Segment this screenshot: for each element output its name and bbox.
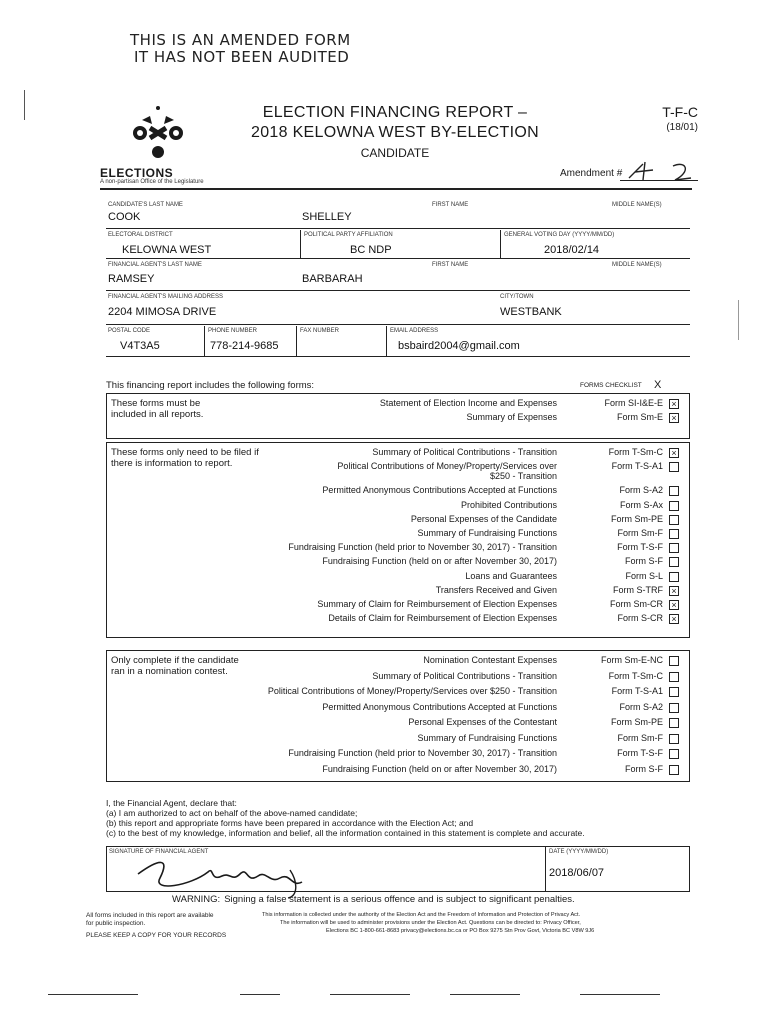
political-party: BC NDP [350,244,392,256]
postal-code-label: POSTAL CODE [108,328,151,334]
form-row-code: Form S-A2 [619,485,663,496]
party-label: POLITICAL PARTY AFFILIATION [304,232,393,238]
form-row-description: Personal Expenses of the Contestant [408,717,557,727]
form-code: T-F-C [662,104,698,120]
fax-label: FAX NUMBER [300,328,340,334]
form-row-code: Form Sm-CR [610,599,663,609]
form-row-code: Form S-Ax [619,499,663,510]
section-title-line: included in all reports. [111,409,204,420]
declaration-intro: I, the Financial Agent, declare that: [106,798,237,808]
form-row-code: Form T-S-F [617,748,663,758]
form-row-description: Fundraising Function (held on or after November 30, 2017) [322,763,557,774]
form-row-description: Political Contributions of Money/Property/Services over [337,461,557,472]
form-checkbox[interactable] [669,543,679,553]
footer-right-3: Elections BC 1-800-661-8683 privacy@elections.bc.ca or PO Box 9275 Stn Prov Govt, Victoria BC V8W 9J6 [326,928,595,934]
form-row-description: Nomination Contestant Expenses [423,655,557,665]
candidate-first-name: SHELLEY [302,211,352,223]
form-checkbox[interactable]: × [669,399,679,409]
form-checkbox[interactable] [669,687,679,697]
scan-edge-line [240,994,280,995]
candidate-first-name-label: FIRST NAME [432,202,469,208]
form-row-code: Form T-S-F [617,542,663,553]
footer-right-2: The information will be used to administer provisions under the Election Act. Questions can be directed to: Privacy Officer, [280,920,581,926]
section-title-line: These forms only need to be filed if [111,447,259,458]
form-checkbox[interactable]: × [669,413,679,423]
form-row-code: Form Sm-PE [610,717,663,727]
candidate-last-name-label: CANDIDATE'S LAST NAME [108,202,183,208]
form-checkbox[interactable] [669,501,679,511]
declaration-b: (b) this report and appropriate forms have been prepared in accordance with the Election Act; and [106,818,474,828]
logo-subtitle: A non-partisan Office of the Legislature [100,179,204,185]
form-row-code: Form S-F [625,556,663,567]
form-checkbox[interactable] [669,462,679,472]
signature-label: SIGNATURE OF FINANCIAL AGENT [109,849,209,855]
form-checkbox[interactable]: × [669,614,679,624]
general-voting-day: 2018/02/14 [544,244,600,256]
form-row-code: Form T-S-A1 [611,686,663,696]
form-row-description: Summary of Claim for Reimbursement of Election Expenses [317,599,557,609]
city-label: CITY/TOWN [500,294,534,300]
section-title-line: there is information to report. [111,458,233,469]
form-row-code: Form S-CR [617,613,663,624]
signature-date: 2018/06/07 [549,867,605,879]
warning-line [172,894,575,905]
form-row-description: Summary of Expenses [466,412,557,422]
scan-edge-line [330,994,410,995]
form-checkbox[interactable] [669,486,679,496]
agent-first-name: BARBARAH [302,273,363,285]
grid-line [386,326,387,356]
form-row-description: Personal Expenses of the Candidate [410,513,557,524]
grid-line [106,356,690,357]
form-row-description: Statement of Election Income and Expenses [379,398,557,408]
scan-edge-line [48,994,138,995]
form-checkbox[interactable] [669,529,679,539]
footer-left-3: PLEASE KEEP A COPY FOR YOUR RECORDS [86,932,227,939]
form-row-code: Form Sm-E [617,412,663,422]
form-row-description: Fundraising Function (held on or after November 30, 2017) [322,556,557,567]
form-row-code: Form Sm-PE [610,513,663,524]
form-row-description: Prohibited Contributions [460,499,557,510]
form-row-description: Loans and Guarantees [465,570,557,581]
grid-line [106,228,690,229]
agent-first-name-label: FIRST NAME [432,262,469,268]
form-checkbox[interactable]: × [669,448,679,458]
grid-line [296,326,297,356]
grid-line [204,326,205,356]
form-row-code: Form T-S-A1 [611,461,663,472]
form-row-code: Form S-A2 [619,701,663,712]
form-row-code: Form S-F [625,763,663,774]
warning-text: Signing a false statement is a serious offence and is subject to significant penalties. [224,894,575,905]
form-row-description: Summary of Fundraising Functions [417,732,557,743]
form-row-description: Permitted Anonymous Contributions Accepted at Functions [322,485,557,496]
form-row-code: Form Sm-F [617,528,663,538]
form-checkbox[interactable] [669,656,679,666]
form-checkbox[interactable]: × [669,586,679,596]
form-row-description: Summary of Fundraising Functions [417,528,557,538]
amended-stamp [130,32,351,66]
elections-bc-logo [128,100,188,164]
stamp-line-2: IT HAS NOT BEEN AUDITED [134,48,350,66]
grid-line [500,230,501,258]
form-row-code: Form Sm-F [617,732,663,743]
forms-intro: This financing report includes the following forms: [106,380,315,391]
form-row-code: Form S-L [625,570,663,581]
email-label: EMAIL ADDRESS [390,328,439,334]
form-row-code: Form S-TRF [613,584,663,595]
section-title-line: Only complete if the candidate [111,655,239,666]
form-checkbox[interactable] [669,765,679,775]
form-row-description: Transfers Received and Given [435,584,557,595]
section-title-line: These forms must be [111,398,201,409]
grid-line [300,230,301,258]
logo-wordmark: ELECTIONS [100,166,174,180]
form-checkbox[interactable] [669,672,679,682]
form-checkbox[interactable] [669,515,679,525]
form-row-description: Permitted Anonymous Contributions Accepted at Functions [322,701,557,712]
candidate-last-name: COOK [108,211,141,223]
agent-last-name-label: FINANCIAL AGENT'S LAST NAME [108,262,202,268]
amendment-label: Amendment # [560,168,623,179]
scan-edge-line [450,994,520,995]
city-town: WESTBANK [500,306,562,318]
mailing-address: 2204 MIMOSA DRIVE [108,306,217,318]
grid-line [106,324,690,325]
form-row-code: Form T-Sm-C [608,670,663,681]
scan-edge-line [738,300,739,340]
report-title-line-2: 2018 KELOWNA WEST BY-ELECTION [251,124,539,141]
district-label: ELECTORAL DISTRICT [108,232,173,238]
amendment-handwritten [625,158,695,182]
scan-edge-line [24,90,25,120]
amendment-value [670,162,679,180]
declaration-a: (a) I am authorized to act on behalf of the above-named candidate; [106,808,358,818]
form-row-code: Form T-Sm-C [608,447,663,457]
email-address: bsbaird2004@gmail.com [398,340,520,352]
form-row-description-cont: $250 - Transition [489,471,557,482]
section-nomination-forms [106,650,690,782]
form-checkbox[interactable] [669,572,679,582]
postal-code: V4T3A5 [120,340,160,352]
address-label: FINANCIAL AGENT'S MAILING ADDRESS [108,294,223,300]
stamp-line-1: THIS IS AN AMENDED FORM [130,31,351,49]
form-row-description: Fundraising Function (held prior to November 30, 2017) - Transition [288,542,557,553]
form-row-description: Summary of Political Contributions - Transition [372,670,557,681]
form-checkbox[interactable] [669,703,679,713]
footer-right-1: This information is collected under the authority of the Election Act and the Freedom of Information and Protection of Privacy Act. [262,912,581,918]
report-subtitle: CANDIDATE [360,146,430,160]
section-optional-forms [106,442,690,638]
form-row-code: Form Sm-E-NC [601,655,663,665]
voting-day-label: GENERAL VOTING DAY (YYYY/MM/DD) [504,232,615,238]
form-version: (18/01) [666,122,698,133]
agent-middle-name-label: MIDDLE NAME(S) [612,262,662,268]
grid-line [106,258,690,259]
scan-edge-line [580,994,660,995]
electoral-district: KELOWNA WEST [122,244,212,256]
section-title-line: ran in a nomination contest. [111,666,228,677]
warning-label: WARNING: [172,894,221,905]
candidate-middle-name-label: MIDDLE NAME(S) [612,202,662,208]
footer-left-1: All forms included in this report are available [86,912,214,919]
footer-left-2: for public inspection. [86,920,146,927]
phone-label: PHONE NUMBER [208,328,258,334]
agent-last-name: RAMSEY [108,273,155,285]
form-checkbox[interactable] [669,734,679,744]
date-label: DATE (YYYY/MM/DD) [549,849,609,855]
form-row-code: Form SI-I&E-E [604,398,663,408]
phone-number: 778-214-9685 [210,340,279,352]
form-checkbox[interactable] [669,749,679,759]
grid-line [106,290,690,291]
forms-checklist-mark: X [654,379,662,391]
form-row-description: Political Contributions of Money/Property/Services over $250 - Transition [267,686,557,696]
grid-line [545,847,546,891]
report-title-line-1: ELECTION FINANCING REPORT – [262,104,528,121]
declaration-c: (c) to the best of my knowledge, information and belief, all the information contained in this statement is complete and accurate. [106,828,585,838]
form-checkbox[interactable] [669,718,679,728]
section-required-forms [106,393,690,439]
form-row-description: Fundraising Function (held prior to November 30, 2017) - Transition [288,748,557,758]
header-rule [100,188,692,190]
form-checkbox[interactable]: × [669,600,679,610]
forms-checklist-label: FORMS CHECKLIST [580,382,642,389]
form-row-description: Summary of Political Contributions - Transition [372,447,557,457]
form-row-description: Details of Claim for Reimbursement of Election Expenses [328,613,557,624]
form-checkbox[interactable] [669,557,679,567]
